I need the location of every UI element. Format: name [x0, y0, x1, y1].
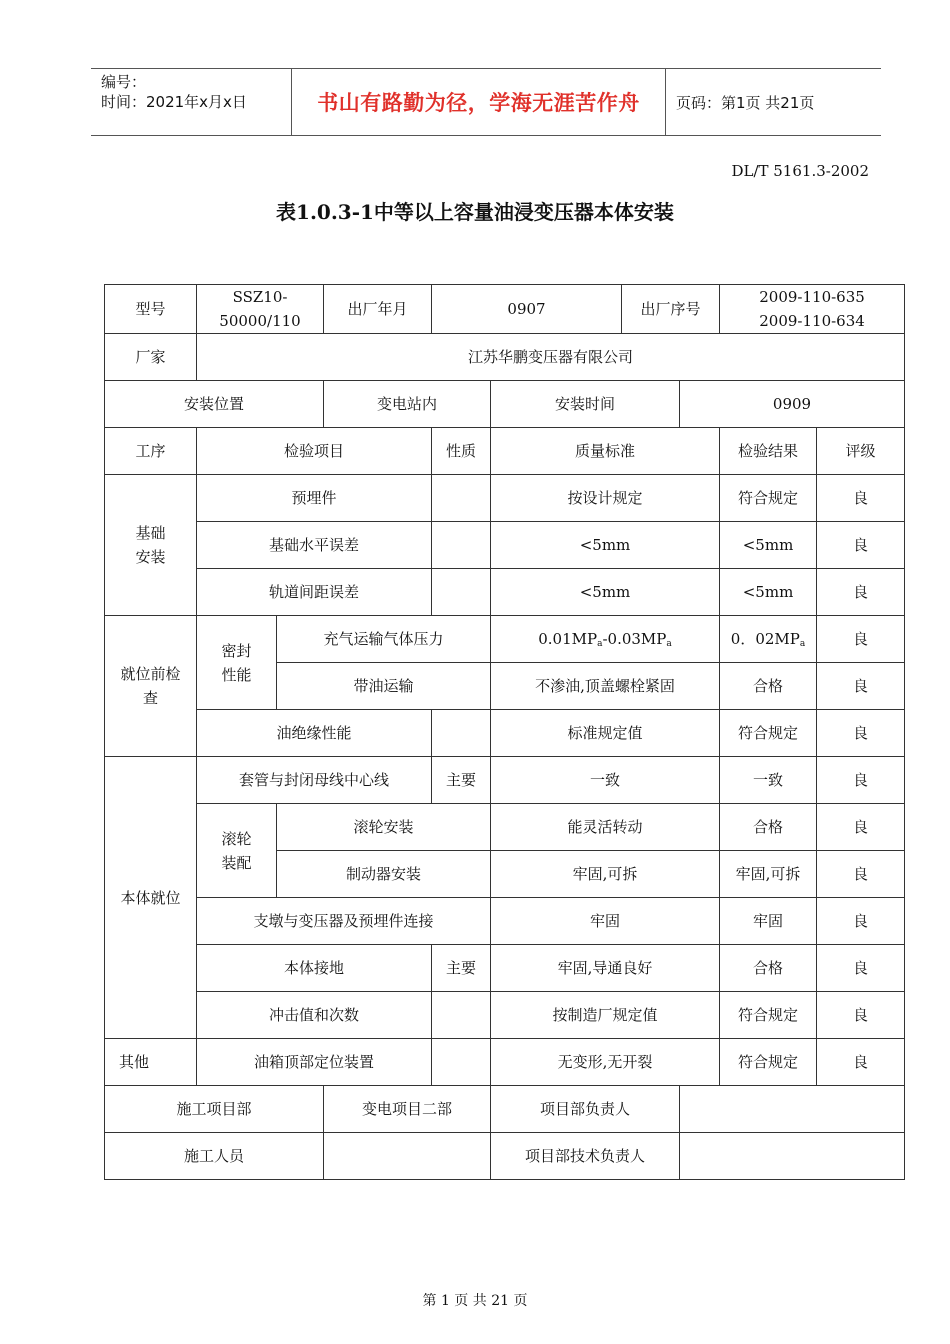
std-cell: 牢固,可拆 — [491, 851, 720, 898]
std-cell: <5mm — [491, 522, 720, 569]
info-row-location — [105, 381, 905, 428]
serial-value — [720, 285, 905, 334]
group-other: 其他 — [105, 1039, 197, 1086]
model-label: 型号 — [105, 285, 197, 334]
sign-row-dept — [105, 1086, 905, 1133]
result-cell: <5mm — [720, 569, 817, 616]
item-cell: 预埋件 — [197, 475, 432, 522]
grade-cell: 良 — [817, 616, 905, 663]
location-label: 安装位置 — [105, 381, 324, 428]
item-cell: 油箱顶部定位装置 — [197, 1039, 432, 1086]
date-value: 0907 — [432, 285, 622, 334]
table-row — [105, 945, 905, 992]
std-cell: 按设计规定 — [491, 475, 720, 522]
maker-value: 江苏华鹏变压器有限公司 — [197, 334, 905, 381]
result-cell: 牢固,可拆 — [720, 851, 817, 898]
header-meta — [91, 69, 292, 135]
table-row — [105, 710, 905, 757]
grade-cell: 良 — [817, 945, 905, 992]
header-page-cell — [666, 69, 881, 135]
std-cell: 牢固,导通良好 — [491, 945, 720, 992]
result-cell: 牢固 — [720, 898, 817, 945]
std-cell: 一致 — [491, 757, 720, 804]
nature-cell — [432, 522, 491, 569]
result-cell: 一致 — [720, 757, 817, 804]
model-value: SSZ10-50000/110 — [197, 285, 324, 334]
grade-cell: 良 — [817, 804, 905, 851]
std-cell: 不渗油,顶盖螺栓紧固 — [491, 663, 720, 710]
column-header-row — [105, 428, 905, 475]
result-cell: 符合规定 — [720, 992, 817, 1039]
dept-label: 施工项目部 — [105, 1086, 324, 1133]
std-cell: 无变形,无开裂 — [491, 1039, 720, 1086]
staff-value — [324, 1133, 491, 1180]
group-foundation: 基础安装 — [105, 475, 197, 616]
manager-label: 项目部负责人 — [491, 1086, 680, 1133]
dept-value: 变电项目二部 — [324, 1086, 491, 1133]
group-prepos: 就位前检查 — [105, 616, 197, 757]
result-cell: 符合规定 — [720, 1039, 817, 1086]
page-header — [91, 68, 881, 136]
nature-cell — [432, 569, 491, 616]
item-cell: 滚轮安装 — [277, 804, 491, 851]
col-grade: 评级 — [817, 428, 905, 475]
nature-cell: 主要 — [432, 945, 491, 992]
nature-cell — [432, 475, 491, 522]
serial-value-2: 2009-110-634 — [759, 312, 865, 330]
result-cell: 符合规定 — [720, 475, 817, 522]
group-seal: 密封性能 — [197, 616, 277, 710]
grade-cell: 良 — [817, 569, 905, 616]
std-cell: 标准规定值 — [491, 710, 720, 757]
col-result: 检验结果 — [720, 428, 817, 475]
install-time-label: 安装时间 — [491, 381, 680, 428]
result-cell: 合格 — [720, 663, 817, 710]
info-row-maker — [105, 334, 905, 381]
info-row-model — [105, 285, 905, 334]
header-slogan-cell — [292, 69, 666, 135]
inspection-table — [104, 284, 905, 1180]
date-label: 出厂年月 — [324, 285, 432, 334]
grade-cell: 良 — [817, 475, 905, 522]
group-body: 本体就位 — [105, 757, 197, 1039]
std-cell: 牢固 — [491, 898, 720, 945]
location-value: 变电站内 — [324, 381, 491, 428]
grade-cell: 良 — [817, 522, 905, 569]
table-row — [105, 804, 905, 851]
slogan: 书山有路勤为径，学海无涯苦作舟 — [317, 91, 640, 115]
item-cell: 油绝缘性能 — [197, 710, 432, 757]
table-row — [105, 757, 905, 804]
table-row — [105, 1039, 905, 1086]
item-cell: 带油运输 — [277, 663, 491, 710]
grade-cell: 良 — [817, 992, 905, 1039]
sign-row-staff — [105, 1133, 905, 1180]
col-item: 检验项目 — [197, 428, 432, 475]
std-cell: <5mm — [491, 569, 720, 616]
standard-number: DL/T 5161.3-2002 — [731, 162, 869, 180]
table-row — [105, 992, 905, 1039]
std-cell: $0.01MP_a-0.03MP_a$ — [491, 616, 720, 663]
table-row — [105, 475, 905, 522]
grade-cell: 良 — [817, 757, 905, 804]
code-label: 编号： — [101, 73, 147, 91]
result-cell: <5mm — [720, 522, 817, 569]
nature-cell — [432, 710, 491, 757]
group-roller: 滚轮装配 — [197, 804, 277, 898]
item-cell: 基础水平误差 — [197, 522, 432, 569]
result-cell: 0．$02MP_a$ — [720, 616, 817, 663]
table-row — [105, 569, 905, 616]
table-row — [105, 522, 905, 569]
tech-lead-label: 项目部技术负责人 — [491, 1133, 680, 1180]
table-row — [105, 616, 905, 663]
item-cell: 制动器安装 — [277, 851, 491, 898]
col-std: 质量标准 — [491, 428, 720, 475]
item-cell: 本体接地 — [197, 945, 432, 992]
manager-value — [680, 1086, 905, 1133]
nature-cell — [432, 992, 491, 1039]
document-title: 表1.0.3-1中等以上容量油浸变压器本体安装 — [276, 200, 674, 224]
page-label: 页码：第1页 共21页 — [676, 93, 815, 112]
nature-cell — [432, 1039, 491, 1086]
item-cell: 充气运输气体压力 — [277, 616, 491, 663]
maker-label: 厂家 — [105, 334, 197, 381]
tech-lead-value — [680, 1133, 905, 1180]
staff-label: 施工人员 — [105, 1133, 324, 1180]
col-nature: 性质 — [432, 428, 491, 475]
result-cell: 符合规定 — [720, 710, 817, 757]
install-time-value: 0909 — [680, 381, 905, 428]
serial-label: 出厂序号 — [622, 285, 720, 334]
col-proc: 工序 — [105, 428, 197, 475]
grade-cell: 良 — [817, 663, 905, 710]
item-cell: 轨道间距误差 — [197, 569, 432, 616]
page-footer: 第 1 页 共 21 页 — [422, 1293, 528, 1309]
item-cell: 套管与封闭母线中心线 — [197, 757, 432, 804]
nature-cell: 主要 — [432, 757, 491, 804]
grade-cell: 良 — [817, 851, 905, 898]
std-cell: 能灵活转动 — [491, 804, 720, 851]
result-cell: 合格 — [720, 804, 817, 851]
item-cell: 冲击值和次数 — [197, 992, 432, 1039]
table-row — [105, 898, 905, 945]
item-cell: 支墩与变压器及预埋件连接 — [197, 898, 491, 945]
grade-cell: 良 — [817, 710, 905, 757]
std-cell: 按制造厂规定值 — [491, 992, 720, 1039]
grade-cell: 良 — [817, 898, 905, 945]
serial-value-1: 2009-110-635 — [759, 288, 865, 306]
result-cell: 合格 — [720, 945, 817, 992]
grade-cell: 良 — [817, 1039, 905, 1086]
time-label: 时间：2021年x月x日 — [101, 93, 247, 111]
